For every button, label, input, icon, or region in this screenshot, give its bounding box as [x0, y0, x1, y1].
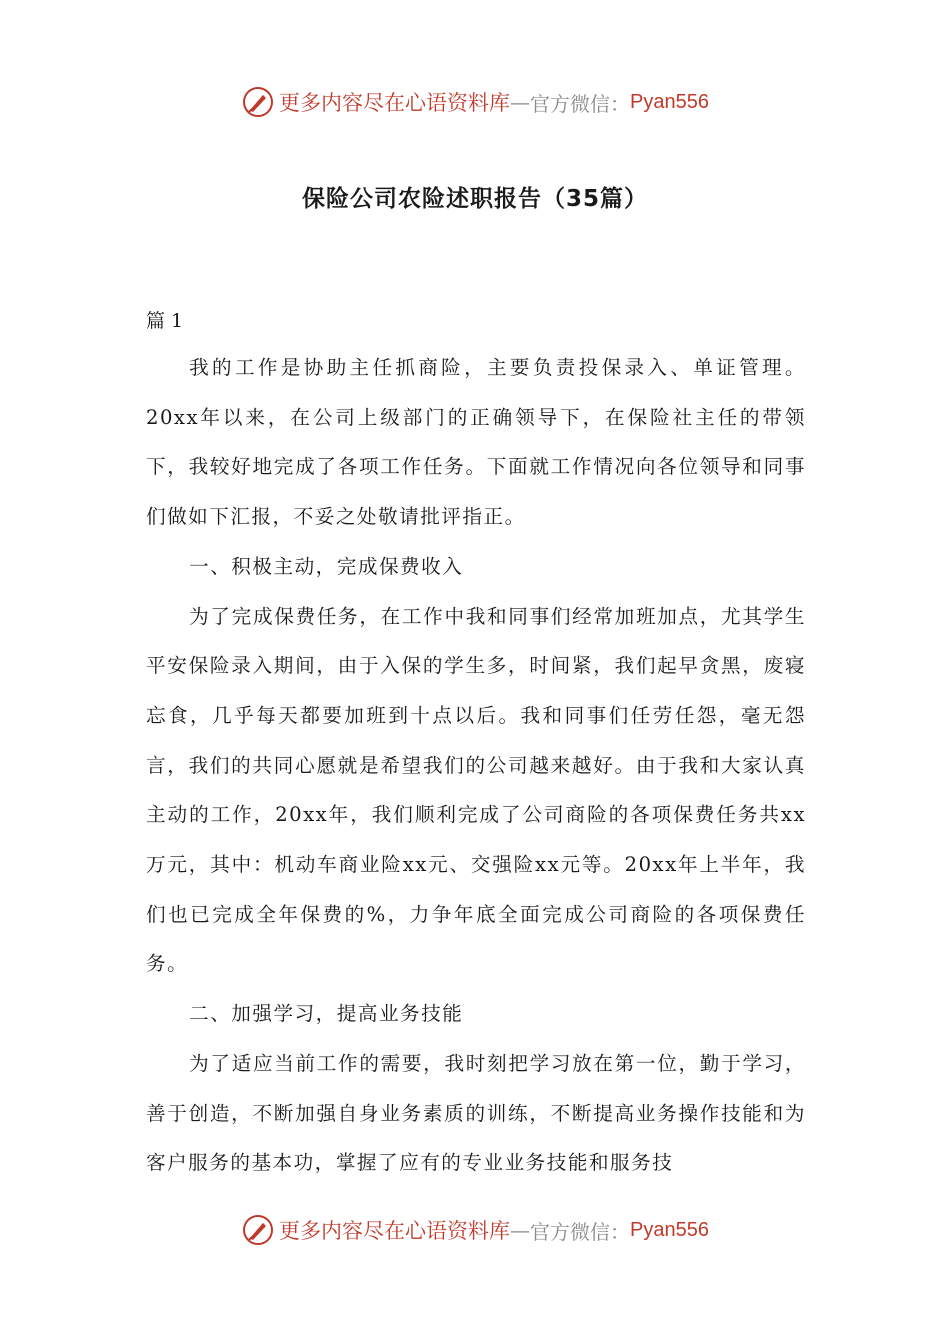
banner-wechat-id: Pyan556 — [630, 90, 709, 113]
footer-banner — [0, 1210, 950, 1250]
banner-sub-text: 官方微信： — [530, 91, 631, 116]
banner-main-text: 更多内容尽在心语资料库 — [279, 91, 511, 115]
paragraph: 为了完成保费任务，在工作中我和同事们经常加班加点，尤其学生平安保险录入期间，由于入保的学生多，时间紧，我们起早贪黑，废寝忘食，几乎每天都要加班到十点以后。我和同事们任劳任怨，毫无怨言，我们的共同心愿就是希望我们的公司越来越好。由于我和大家认真主动的工作，20xx年，我们顺利完成了公司商险的各项保费任务共xx万元，其中：机动车商业险xx元、交强险xx元等。20xx年上半年，我们也已完成全年保费的%，力争年底全面完成公司商险的各项保费任务。 — [146, 604, 806, 976]
banner-sub-text: 官方微信： — [530, 1219, 631, 1244]
document-body — [146, 343, 806, 1188]
header-banner — [0, 82, 950, 122]
section-heading: 一、积极主动，完成保费收入 — [189, 554, 464, 578]
document-title: 保险公司农险述职报告（35篇） — [301, 186, 648, 212]
pen-nib-logo-icon — [241, 1213, 275, 1247]
banner-wechat-id: Pyan556 — [630, 1218, 709, 1241]
pen-nib-logo-icon — [241, 85, 275, 119]
paragraph: 我的工作是协助主任抓商险，主要负责投保录入、单证管理。20xx年以来，在公司上级部门的正确领导下，在保险社主任的带领下，我较好地完成了各项工作任务。下面就工作情况向各位领导和同事们做如下汇报，不妥之处敬请批评指正。 — [146, 356, 806, 529]
section-label: 篇 1 — [146, 310, 184, 332]
paragraph: 为了适应当前工作的需要，我时刻把学习放在第一位，勤于学习，善于创造，不断加强自身业务素质的训练，不断提高业务操作技能和为客户服务的基本功，掌握了应有的专业业务技能和服务技 — [146, 1051, 806, 1175]
banner-main-text: 更多内容尽在心语资料库 — [279, 1219, 511, 1243]
section-heading: 二、加强学习，提高业务技能 — [189, 1002, 464, 1026]
banner-dash: — — [510, 90, 531, 114]
banner-dash: — — [510, 1218, 531, 1242]
